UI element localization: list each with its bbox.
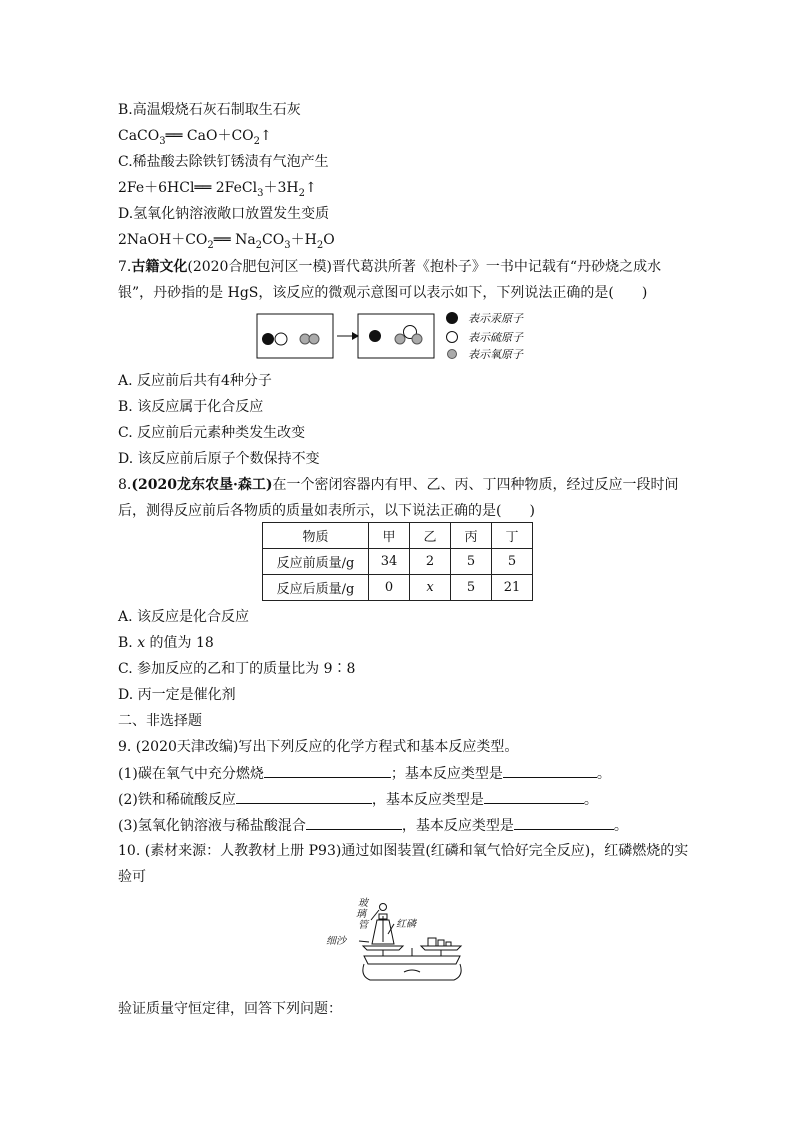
answer-blank[interactable] [236,790,372,804]
mercury-atom [262,333,274,345]
answer-blank[interactable] [514,816,614,830]
equation-c: 2Fe＋6HCl══ $2FeCl_3+3H_2↑$ [118,180,317,199]
option-d-q6: D.氢氧化钠溶液敞口放置发生变质 [118,206,330,222]
q9-item-3: (3)氢氧化钠溶液与稀盐酸混合 ，基本反应类型是 。 [118,818,628,834]
table-cell: 物质 [263,523,369,549]
q8-option-a: A. 该反应是化合反应 [118,609,250,625]
table-cell: 反应前质量/g [263,549,369,575]
sulfur-atom [275,333,287,345]
pointer-line [359,941,369,942]
q8-option-d: D. 丙一定是催化剂 [118,687,236,703]
oxygen-atom [395,334,405,344]
q9-item-1: (1)碳在氧气中充分燃烧 ；基本反应类型是 。 [118,766,611,782]
oxygen-atom [309,334,319,344]
pointer-line [371,910,379,920]
legend-mercury: 表示汞原子 [468,312,523,325]
label-glass-3: 管 [358,920,368,931]
q10-stem-line3: 验证质量守恒定律，回答下列问题： [118,1001,342,1017]
right-pan [421,946,461,950]
legend-oxygen-icon [448,350,457,359]
label-fine-sand: 细沙 [326,936,346,947]
option-b-q6: B.高温煅烧石灰石制取生石灰 [118,102,301,118]
legend-sulfur: 表示硫原子 [468,331,523,344]
table-cell: 丙 [451,523,492,549]
table-cell: 5 [451,575,492,601]
mercury-atom [369,330,381,342]
answer-blank[interactable] [503,764,597,778]
legend-mercury-icon [446,312,458,324]
table-cell: 甲 [369,523,410,549]
option-c-q6: C.稀盐酸去除铁钉锈渍有气泡产生 [118,154,329,170]
legend-sulfur-icon [447,332,458,343]
table-cell: x [410,575,451,601]
oxygen-atom [412,334,422,344]
table-row [263,575,533,601]
q7-option-d: D. 该反应前后原子个数保持不变 [118,451,320,467]
answer-blank[interactable] [264,764,391,778]
micro-diagram [255,310,555,362]
q10-stem-line2: 验可 [118,869,146,885]
weight [438,940,444,946]
left-pan [363,946,403,950]
q7-option-a: A. 反应前后共有4种分子 [118,373,272,389]
table-row [263,549,533,575]
base [363,964,461,980]
table-cell: 5 [492,549,533,575]
knob [404,970,420,972]
beam [364,956,460,964]
table-header-row [263,523,533,549]
answer-blank[interactable] [484,790,584,804]
answer-blank[interactable] [306,816,402,830]
table-cell: 34 [369,549,410,575]
legend-oxygen: 表示氧原子 [468,348,523,361]
q7-option-c: C. 反应前后元素种类发生改变 [118,425,306,441]
equation-d: $2NaOH+CO_2══$ $Na_2CO_3+H_2O$ [118,232,335,251]
label-glass-2: 璃 [356,909,366,920]
pointer-line [388,924,394,934]
label-glass-1: 玻 [358,898,368,909]
table-cell: 乙 [410,523,451,549]
q7-stem-line2: 银”，丹砂指的是 HgS，该反应的微观示意图可以表示如下，下列说法正确的是( ) [118,285,648,301]
q8-stem-line2: 后，测得反应前后各物质的质量如表所示，以下说法正确的是( ) [118,503,535,519]
table-cell: 反应后质量/g [263,575,369,601]
table-cell: 0 [369,575,410,601]
equation-b: CaCO$_3$══ $CaO+CO_2↑$ [118,128,272,147]
q8-option-b: B. x 的值为 18 [118,635,214,651]
section-heading: 二、非选择题 [118,713,202,729]
balance-apparatus-figure [322,890,472,992]
table-cell: 丁 [492,523,533,549]
q10-stem-line1: 10. (素材来源：人教教材上册 P93)通过如图装置(红磷和氧气恰好完全反应)，红磷燃烧的实 [118,843,689,859]
weight [428,938,436,946]
label-red-phosphorus: 红磷 [396,919,416,930]
table-cell: 21 [492,575,533,601]
q9-stem: 9. (2020天津改编)写出下列反应的化学方程式和基本反应类型。 [118,739,519,755]
weight [446,942,451,946]
q7-stem-line1: 7.古籍文化(2020合肥包河区一模)晋代葛洪所著《抱朴子》一书中记载有“丹砂烧之成水 [118,259,662,275]
table-cell: 5 [451,549,492,575]
q8-option-c: C. 参加反应的乙和丁的质量比为 9∶8 [118,661,356,677]
table-cell: 2 [410,549,451,575]
mass-table [262,522,533,601]
q8-stem-line1: 8.(2020龙东农垦·森工)在一个密闭容器内有甲、乙、丙、丁四种物质，经过反应一段时间 [118,477,679,493]
q9-item-2: (2)铁和稀硫酸反应 ，基本反应类型是 。 [118,792,598,808]
balloon [380,904,387,911]
q7-option-b: B. 该反应属于化合反应 [118,399,264,415]
